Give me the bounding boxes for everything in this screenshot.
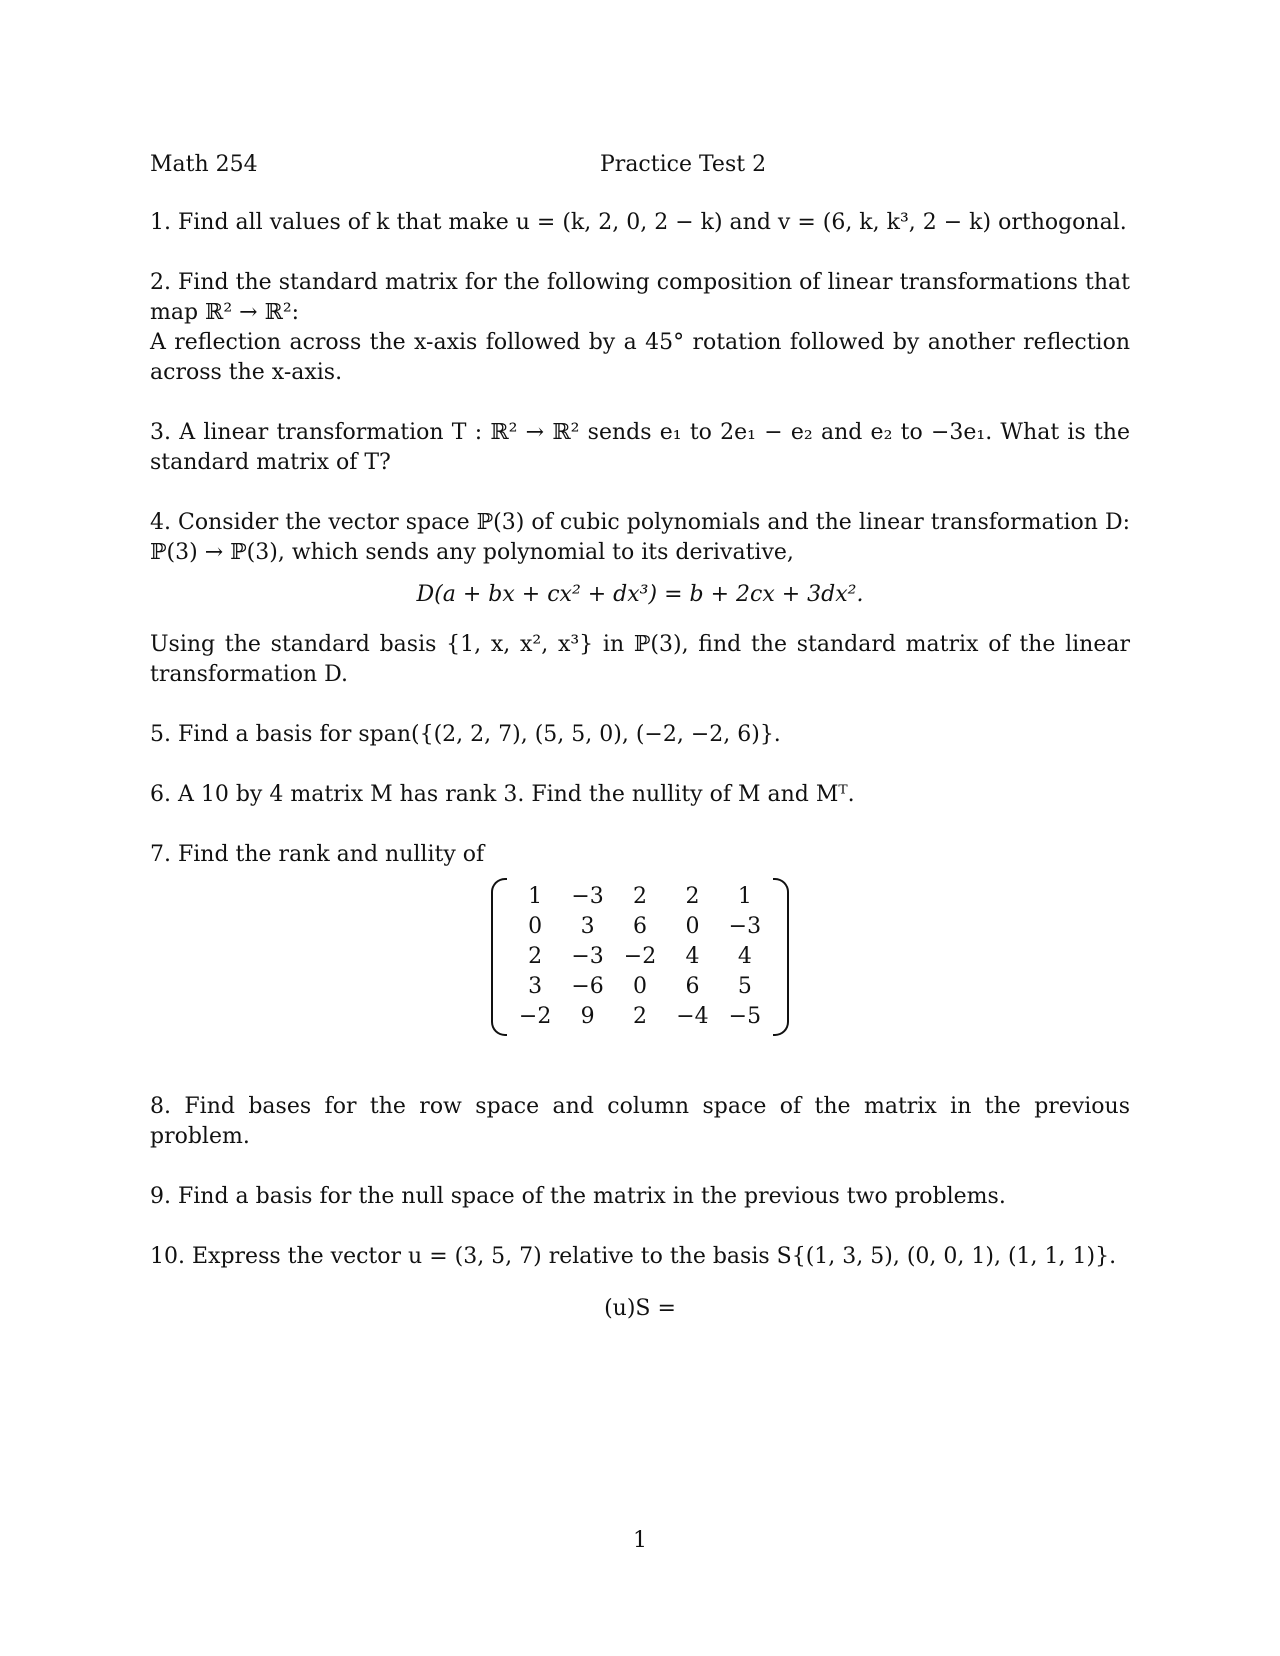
problem-4-question: Using the standard basis {1, x, x², x³} in ℙ(3), find the standard matrix of the linear transformation D.: [150, 632, 1130, 687]
page-header: [150, 150, 1130, 182]
problem-6: 6. A 10 by 4 matrix M has rank 3. Find the nullity of M and Mᵀ.: [150, 782, 855, 807]
matrix-row: [509, 882, 771, 912]
matrix-cell: −2: [623, 944, 657, 969]
matrix-cell: 2: [528, 944, 543, 969]
problem-3: 3. A linear transformation T : ℝ² → ℝ² sends e₁ to 2e₁ − e₂ and e₂ to −3e₁. What is the standard matrix of T?: [150, 420, 1130, 475]
course-name: Math 254: [150, 152, 258, 177]
matrix-cell: 0: [528, 914, 543, 939]
matrix-row: [509, 1002, 771, 1032]
matrix-cell: 1: [528, 884, 543, 909]
matrix: [491, 882, 789, 1032]
matrix-cell: 1: [737, 884, 752, 909]
derivative-equation: D(a + bx + cx² + dx³) = b + 2cx + 3dx².: [416, 582, 864, 607]
problem-7: 7. Find the rank and nullity of: [150, 842, 485, 867]
problem-1: 1. Find all values of k that make u = (k, 2, 0, 2 − k) and v = (6, k, k³, 2 − k) orthogonal.: [150, 210, 1127, 235]
matrix-cell: 4: [685, 944, 700, 969]
matrix-row: [509, 912, 771, 942]
document-content: [150, 150, 1130, 1324]
page-number: 1: [633, 1528, 647, 1553]
matrix-cell: −4: [676, 1004, 709, 1029]
problem-8: 8. Find bases for the row space and column space of the matrix in the previous problem.: [150, 1094, 1130, 1149]
matrix-row: [509, 972, 771, 1002]
problem-9: 9. Find a basis for the null space of the matrix in the previous two problems.: [150, 1184, 1006, 1209]
matrix-cell: 3: [580, 914, 595, 939]
matrix-cell: 4: [737, 944, 752, 969]
problem-2: 2. Find the standard matrix for the following composition of linear transformations that map ℝ² → ℝ²: A reflection across the x-axis followed by a 45° rotation followed by another reflection across the x-axis.: [150, 270, 1130, 385]
matrix-cell: 6: [685, 974, 700, 999]
matrix-cell: −6: [571, 974, 604, 999]
matrix-wrapper: [150, 882, 1130, 1032]
matrix-cell: 2: [633, 884, 647, 909]
matrix-cell: −3: [728, 914, 762, 939]
matrix-cell: 0: [685, 914, 700, 939]
matrix-cell: −3: [571, 884, 604, 909]
matrix-cell: −3: [571, 944, 604, 969]
matrix-cell: 9: [580, 1004, 595, 1029]
matrix-row: [509, 942, 771, 972]
answer-prompt: (u)S =: [604, 1296, 676, 1321]
matrix-cell: 3: [528, 974, 543, 999]
matrix-cell: 5: [737, 974, 752, 999]
problem-4-intro: 4. Consider the vector space ℙ(3) of cubic polynomials and the linear transformation D: ℙ(3) → ℙ(3), which sends any polynomial to its derivative,: [150, 510, 1130, 565]
matrix-cell: −2: [518, 1004, 552, 1029]
matrix-cell: 6: [633, 914, 647, 939]
page-title: Practice Test 2: [600, 152, 767, 177]
matrix-cell: 2: [633, 1004, 647, 1029]
matrix-cell: 2: [685, 884, 700, 909]
matrix-cell: −5: [728, 1004, 762, 1029]
matrix-table: [509, 882, 771, 1032]
problem-10: 10. Express the vector u = (3, 5, 7) relative to the basis S{(1, 3, 5), (0, 0, 1), (1, 1, 1)}.: [150, 1244, 1117, 1269]
matrix-cell: 0: [633, 974, 647, 999]
problem-5: 5. Find a basis for span({(2, 2, 7), (5, 5, 0), (−2, −2, 6)}.: [150, 722, 781, 747]
